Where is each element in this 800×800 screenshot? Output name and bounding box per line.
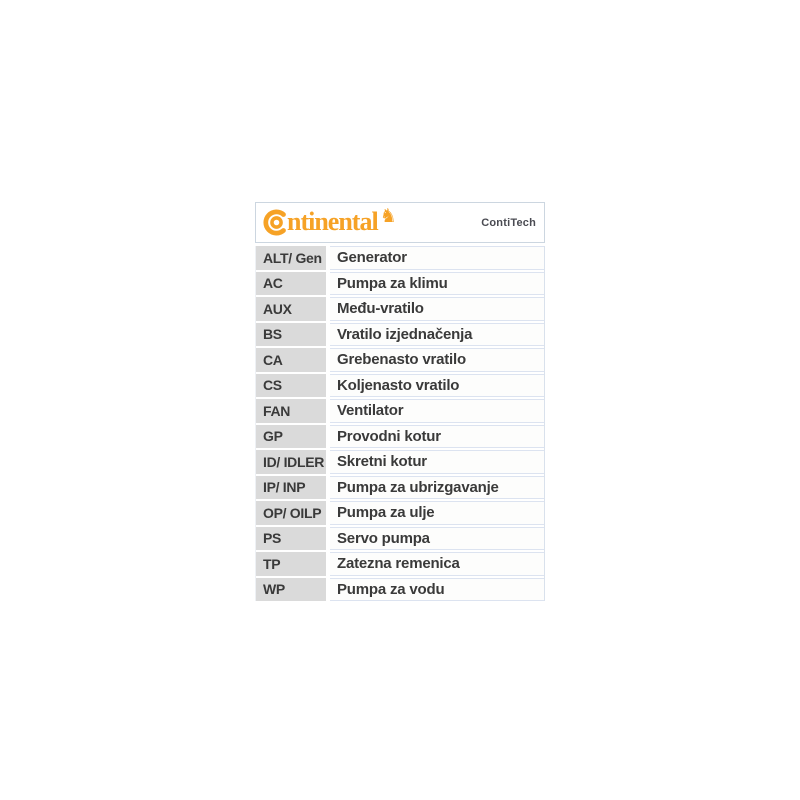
abbr-cell: GP	[256, 425, 326, 449]
abbr-cell: ID/ IDLER	[256, 450, 326, 474]
abbr-cell: ALT/ Gen	[256, 246, 326, 270]
abbr-cell: AUX	[256, 297, 326, 321]
brand-header	[255, 202, 545, 243]
legend-row	[256, 552, 544, 576]
desc-cell: Ventilator	[330, 399, 544, 423]
desc-cell: Grebenasto vratilo	[330, 348, 544, 372]
desc-cell: Pumpa za ulje	[330, 501, 544, 525]
desc-cell: Pumpa za vodu	[330, 578, 544, 602]
legend-row	[256, 578, 544, 602]
legend-row	[256, 323, 544, 347]
abbr-cell: FAN	[256, 399, 326, 423]
legend-row	[256, 374, 544, 398]
legend-row	[256, 476, 544, 500]
legend-row	[256, 425, 544, 449]
abbr-cell: PS	[256, 527, 326, 551]
desc-cell: Pumpa za klimu	[330, 272, 544, 296]
desc-cell: Provodni kotur	[330, 425, 544, 449]
desc-cell: Skretni kotur	[330, 450, 544, 474]
legend-table	[255, 246, 545, 601]
legend-row	[256, 399, 544, 423]
contitech-label: ContiTech	[481, 216, 536, 229]
legend-row	[256, 297, 544, 321]
horse-icon: ♞	[379, 205, 397, 227]
legend-row	[256, 527, 544, 551]
desc-cell: Vratilo izjednačenja	[330, 323, 544, 347]
abbr-cell: WP	[256, 578, 326, 602]
desc-cell: Koljenasto vratilo	[330, 374, 544, 398]
abbr-cell: OP/ OILP	[256, 501, 326, 525]
c-o-mark-icon	[262, 209, 289, 236]
abbr-cell: IP/ INP	[256, 476, 326, 500]
legend-row	[256, 450, 544, 474]
continental-logo	[262, 205, 397, 236]
abbr-cell: CS	[256, 374, 326, 398]
desc-cell: Zatezna remenica	[330, 552, 544, 576]
legend-row	[256, 272, 544, 296]
desc-cell: Generator	[330, 246, 544, 270]
desc-cell: Među-vratilo	[330, 297, 544, 321]
legend-row	[256, 246, 544, 270]
abbr-cell: TP	[256, 552, 326, 576]
legend-row	[256, 501, 544, 525]
legend-row	[256, 348, 544, 372]
abbr-cell: BS	[256, 323, 326, 347]
desc-cell: Pumpa za ubrizgavanje	[330, 476, 544, 500]
legend-panel	[255, 202, 545, 601]
abbr-cell: AC	[256, 272, 326, 296]
abbr-cell: CA	[256, 348, 326, 372]
brand-wordmark: ntinental	[287, 206, 378, 236]
desc-cell: Servo pumpa	[330, 527, 544, 551]
